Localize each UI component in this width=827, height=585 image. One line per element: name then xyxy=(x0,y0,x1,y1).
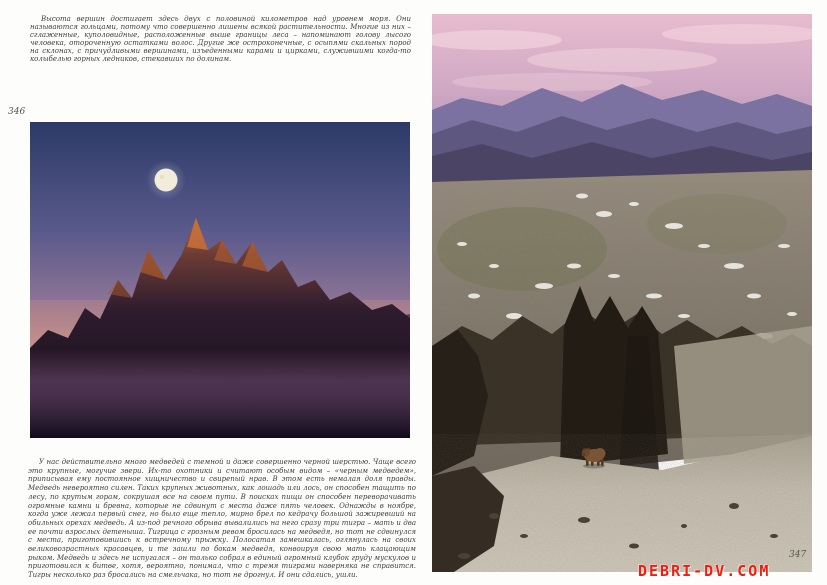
moon xyxy=(155,169,178,192)
page-number-right: 347 xyxy=(789,550,807,560)
valley-fog xyxy=(30,350,410,438)
bottom-paragraph: У нас действительно много медведей с темной и даже совершенно черной шерстью. Чаще всего это крупные, могучие звери. Их-то охотники и считают особым видом – «черным медведем», приписывая ему постоянное хищничество и свирепый нрав. В этом есть немалая доля правды. Медведь невероятно силен. Таких крупных животных, как лошадь или лось, он способен тащить по лесу, по крутым горам, сокрушая все на своем пути. В поисках пищи он способен переворачивать огромные камни и бревна, которые не сдвинут с места даже пять человек. Однажды в ноябре, когда уже лежал первый снег, но было еще тепло, мирно брел по кедрачу большой зажиревший на обильных орехах медведь. А из-под речного обрыва вывалились на него сразу три тигра – мать и два ее почти взрослых детеныша. Тигрица с грозным ревом бросилась на медведя, но тот не сдвинулся с места, приготовившись к встречному прыжку. Полосатая замешкалась, оглянулась на своих великовозрастных красавцев, и те зашли по бокам медведя, конвоируя свою мать клацающим рыком. Медведь и здесь не испугался – он только собрал в единый огромный клубок груду мускулов и приготовился к битве, хотя, вероятно, понимал, что с тремя тиграми наверняка не справится. Тигры несколько раз бросались на смельчака, но тот не дрогнул. И они сдались, ушли. xyxy=(28,458,416,580)
bear xyxy=(582,448,606,469)
page-number-left: 346 xyxy=(8,107,26,117)
watermark: DEBRI-DV.COM xyxy=(638,562,771,580)
top-paragraph: Высота вершин достигает здесь двух с половиной километров над уровнем моря. Они называются гольцами, потому что совершенно лишены всякой растительности. Многие из них – сглаженные, куполовидные, расположенные выше границы леса – напоминают голову лысого человека, отороченную остатками волос. Другие же остроконечные, с осыпями скальных пород на склонах, с причудливыми вершинами, изъеденными карами и цирками, служившими когда-то колыбелью горных ледников, стекавших по долинам. xyxy=(30,15,411,63)
bear-mountain-photo xyxy=(432,14,812,572)
mountain-dusk-photo xyxy=(30,122,410,438)
